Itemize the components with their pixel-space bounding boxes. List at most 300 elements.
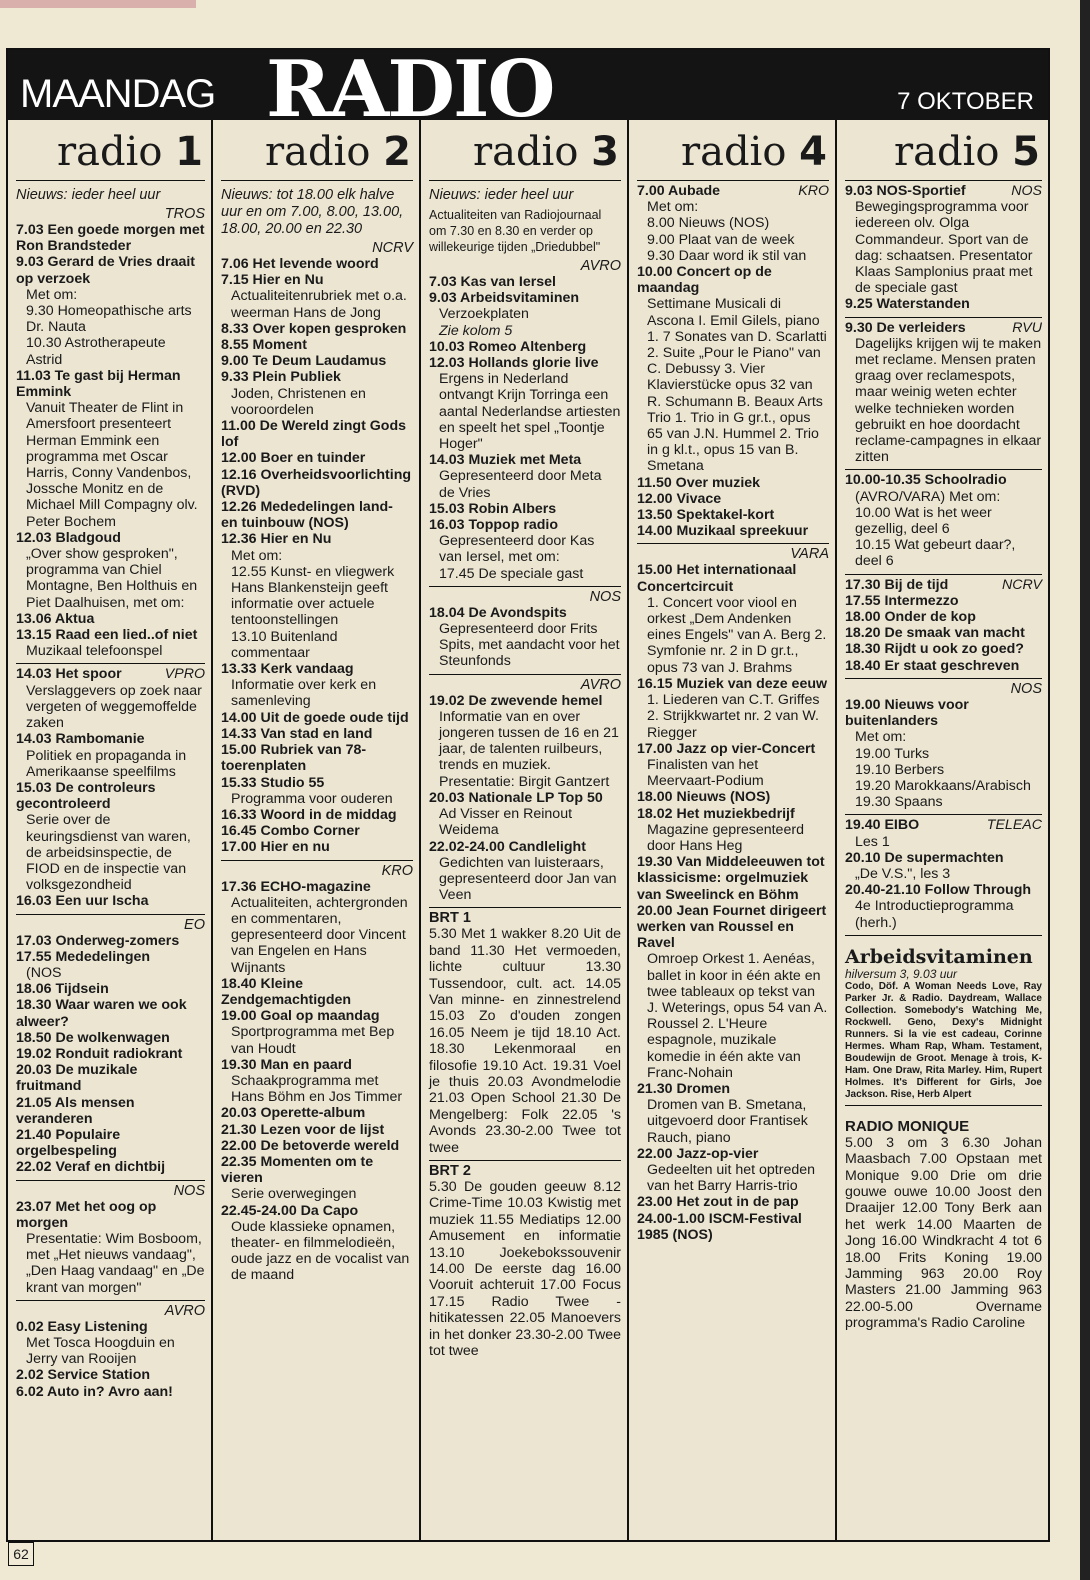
program-entry xyxy=(637,1081,829,1146)
broadcast-section xyxy=(221,860,413,1284)
program-title: 18.06 Tijdsein xyxy=(16,981,109,998)
program-title: 18.20 De smaak van macht xyxy=(845,625,1025,642)
program-entry xyxy=(221,418,413,450)
program-description: Sportprogramma met Bep van Houdt xyxy=(231,1024,395,1057)
program-entry xyxy=(637,248,829,264)
program-time: 9.30 xyxy=(647,247,679,264)
program-description: Finalisten van het Meervaart-Podium xyxy=(647,756,764,790)
program-entry xyxy=(221,369,413,418)
program-entry xyxy=(221,337,413,353)
program-entry xyxy=(221,726,413,742)
program-entry xyxy=(845,697,1042,746)
program-entry xyxy=(16,611,205,627)
actualiteiten-note: Actualiteiten van Radiojournaal om 7.30 en 8.30 en verder op willekeurige tijden „Driedubbel" xyxy=(429,208,602,254)
program-title: 0.02 Easy Listening xyxy=(16,1318,148,1335)
program-title: 20.03 Nationale LP Top 50 xyxy=(429,789,603,806)
program-entry xyxy=(429,355,621,452)
program-title: 19.30 Van Middeleeuwen tot klassicisme: orgelmuziek van Sweelinck en Böhm xyxy=(637,854,825,903)
program-entry xyxy=(16,530,205,611)
program-text: Kunst- en vliegwerk Hans Blankensteijn geeft informatie over actuele tentoonstellingen xyxy=(231,563,395,629)
header-title: RADIO xyxy=(266,48,554,135)
program-entry xyxy=(637,741,829,790)
program-title: 9.33 Plein Publiek xyxy=(221,369,341,386)
program-entry xyxy=(429,501,621,517)
program-entry xyxy=(16,1046,205,1062)
program-description: Informatie over kerk en samenleving xyxy=(231,677,377,710)
program-title: 12.36 Hier en Nu xyxy=(221,531,332,548)
program-title: 18.30 Rijdt u ook zo goed? xyxy=(845,641,1024,658)
program-entry xyxy=(221,272,413,321)
program-entry xyxy=(637,232,829,248)
program-description: Muzikaal telefoonspel xyxy=(26,643,163,660)
program-description: Serie over de keuringsdienst van waren, de arbeidsinspectie, de FIOD en de inspectie van volksgezondheid xyxy=(26,812,191,894)
program-time: 13.10 xyxy=(231,628,271,645)
news-note: Nieuws: ieder heel uur xyxy=(16,187,161,203)
program-title: 7.00 Aubade xyxy=(637,183,721,199)
broadcaster-label: AVRO xyxy=(580,676,621,693)
program-title: 20.00 Jean Fournet dirigeert werken van Roussel en Ravel xyxy=(637,902,827,952)
station-columns xyxy=(8,120,1048,1540)
column-header xyxy=(429,120,621,181)
column-radio-5 xyxy=(837,120,1048,1540)
program-title: 15.03 De controleurs gecontroleerd xyxy=(16,779,156,813)
program-entry xyxy=(429,517,621,566)
program-entry xyxy=(845,577,1042,593)
program-entry xyxy=(16,981,205,997)
program-title: 15.00 Rubriek van 78-toerenplaten xyxy=(221,742,367,775)
program-title: 18.04 De Avondspits xyxy=(429,604,567,621)
program-title: 18.02 Het muziekbedrijf xyxy=(637,805,795,822)
program-title: 17.36 ECHO-magazine xyxy=(221,878,371,895)
program-entry xyxy=(637,507,829,523)
program-entry xyxy=(845,746,1042,762)
program-title: 16.15 Muziek van deze eeuw xyxy=(637,675,828,692)
program-time: 12.55 xyxy=(231,563,271,580)
program-title: 16.03 Een uur Ischa xyxy=(16,893,149,910)
program-title: 8.33 Over kopen gesproken xyxy=(221,320,407,337)
program-entry xyxy=(845,609,1042,625)
program-entry xyxy=(637,491,829,507)
program-title: 15.03 Robin Albers xyxy=(429,500,557,517)
program-entry xyxy=(16,666,205,731)
program-entry xyxy=(221,710,413,726)
program-title: 15.00 Het internationaal Concertcircuit xyxy=(637,562,797,595)
program-text: Berbers xyxy=(894,761,945,778)
broadcast-section xyxy=(845,814,1042,930)
program-title: 6.02 Auto in? Avro aan! xyxy=(16,1383,173,1400)
program-title: 14.03 Rambomanie xyxy=(16,731,145,748)
program-entry xyxy=(845,183,1042,296)
broadcaster-tag: RVU xyxy=(1012,319,1042,336)
program-entry xyxy=(637,854,829,903)
program-entry xyxy=(637,676,829,741)
program-title: 20.03 Operette-album xyxy=(221,1105,366,1122)
program-description: Gepresenteerd door Kas van Iersel, met om: xyxy=(439,533,595,566)
program-entry xyxy=(16,949,205,981)
broadcast-section xyxy=(845,469,1042,569)
program-entry xyxy=(637,903,829,1081)
program-entry xyxy=(16,780,205,893)
broadcast-section xyxy=(16,663,205,909)
program-description: Ergens in Nederland ontvangt Krijn Torringa een aantal Nederlandse artiesten en speelt het spel „Toontje Hoger" xyxy=(439,371,621,453)
program-entry xyxy=(221,353,413,369)
program-title: 13.50 Spektakel-kort xyxy=(637,507,775,524)
program-entry xyxy=(845,537,1042,569)
program-title: 18.00 Nieuws (NOS) xyxy=(637,789,771,806)
program-time: 10.15 xyxy=(855,537,895,554)
program-description: Gedeelten uit het optreden van het Barry Harris-trio xyxy=(647,1161,816,1195)
column-name: radio xyxy=(56,129,176,175)
program-time: 19.30 xyxy=(855,794,895,811)
broadcaster-label: KRO xyxy=(381,862,413,879)
program-entry xyxy=(221,661,413,710)
program-entry xyxy=(429,605,621,670)
program-entry xyxy=(429,452,621,501)
broadcast-section xyxy=(16,914,205,1176)
broadcaster-tag: TELEAC xyxy=(986,817,1042,834)
arbeidsvitaminen-box xyxy=(845,935,1042,1101)
page-edge-mark xyxy=(0,0,196,8)
broadcast-section xyxy=(845,317,1042,466)
program-entry xyxy=(845,882,1042,931)
arbeidsvitaminen-title: Arbeidsvitaminen xyxy=(845,945,1033,968)
program-description: (AVRO/VARA) Met om: xyxy=(855,488,1001,505)
column-number: 4 xyxy=(799,129,827,175)
column-number: 5 xyxy=(1012,129,1040,175)
program-title: 18.40 Kleine Zendgemachtigden xyxy=(221,975,352,1008)
program-title: 22.00 Jazz-op-vier xyxy=(637,1145,759,1162)
broadcast-section xyxy=(16,206,205,659)
program-entry xyxy=(16,1367,205,1383)
page-edge-strip xyxy=(1080,0,1090,1580)
program-title: 20.40-21.10 Follow Through xyxy=(845,882,1032,899)
program-entry xyxy=(221,467,413,499)
program-text: Spaans xyxy=(894,794,943,811)
program-time: 19.00 xyxy=(855,745,895,762)
broadcaster-label: TROS xyxy=(164,206,205,222)
program-time: 19.10 xyxy=(855,761,895,778)
program-entry xyxy=(429,339,621,355)
column-name: radio xyxy=(472,129,592,175)
program-description: Met om: xyxy=(647,199,699,216)
program-title: 12.16 Overheidsvoorlichting (RVD) xyxy=(221,466,412,499)
program-entry xyxy=(16,303,205,335)
program-entry xyxy=(221,742,413,774)
column-radio-4 xyxy=(629,120,837,1540)
program-entry xyxy=(637,806,829,855)
program-entry xyxy=(845,296,1042,312)
broadcaster-label: NOS xyxy=(1010,680,1042,697)
program-time: 10.30 xyxy=(26,335,65,352)
column-radio-1 xyxy=(8,120,213,1540)
program-description: „De V.S.", les 3 xyxy=(855,865,951,882)
brt-schedule: 5.30 De gouden geeuw 8.12 Crime-Time 10.03 Kwistig met muziek 11.55 Mediatips 12.00 Amusement en informatie 13.10 Joekebokssouvenir 14.00 De eerste dag 16.00 Vooruit achteruit 17.00 Focus 17.15 Radio Twee - hitikatessen 22.05 Manoevers in het donker 23.30-2.00 Twee tot twee xyxy=(429,1179,621,1360)
program-description: Schaakprogramma met Hans Böhm en Jos Timmer xyxy=(231,1072,403,1106)
program-title: 14.00 Uit de goede oude tijd xyxy=(221,709,409,726)
program-description: Joden, Christenen en vooroordelen xyxy=(231,385,366,418)
program-entry xyxy=(637,523,829,539)
program-entry xyxy=(637,1194,829,1210)
program-entry xyxy=(16,368,205,530)
program-title: 18.50 De wolkenwagen xyxy=(16,1029,170,1046)
program-title: 11.00 De Wereld zingt Gods lof xyxy=(221,418,407,451)
program-time: 9.00 xyxy=(647,231,679,248)
program-description: Actualiteitenrubriek met o.a. weerman Hans de Jong xyxy=(231,288,407,321)
program-title: 21.30 Dromen xyxy=(637,1080,731,1097)
program-entry xyxy=(845,641,1042,657)
program-entry xyxy=(845,817,1042,849)
program-entry xyxy=(16,627,205,659)
program-entry xyxy=(845,320,1042,466)
broadcaster-label: NCRV xyxy=(372,240,413,256)
program-description: Ad Visser en Reinout Weidema xyxy=(439,806,573,839)
column-header xyxy=(221,120,413,181)
program-description: Met om: xyxy=(855,729,907,746)
program-entry xyxy=(637,789,829,805)
program-entry xyxy=(221,1008,413,1057)
program-note: Zie kolom 5 xyxy=(439,322,513,339)
page-number: 62 xyxy=(8,1542,34,1566)
program-description: 4e Introductieprogramma (herh.) xyxy=(855,898,1014,931)
broadcaster-label: VARA xyxy=(790,546,829,563)
program-title: 22.02-24.00 Candlelight xyxy=(429,838,586,855)
program-text: Homeopathische arts Dr. Nauta xyxy=(26,303,192,336)
program-description: Met om: xyxy=(231,547,283,564)
program-description: Omroep Orkest 1. Aenéas, ballet in koor in één akte en twee tableaux op tekst van J. Weterings, opus 54 van A. Roussel 2. L'Heure espagnole, muzikale komedie in één akte van Franc-Nohain xyxy=(647,951,828,1081)
column-radio-2 xyxy=(213,120,421,1540)
program-entry xyxy=(16,1319,205,1368)
broadcast-section xyxy=(845,574,1042,674)
column-name: radio xyxy=(680,129,800,175)
program-title: 18.30 Waar waren we ook alweer? xyxy=(16,997,187,1030)
news-note: Nieuws: ieder heel uur xyxy=(429,187,574,203)
program-description: Informatie van en over jongeren tussen de 16 en 21 jaar, de talenten ruilbeurs, trends en muziek. Presentatie: Birgit Gantzert xyxy=(439,708,619,790)
program-title: 20.10 De supermachten xyxy=(845,849,1004,866)
program-description: Politiek en propaganda in Amerikaanse speelfilms xyxy=(26,747,187,780)
brt-block xyxy=(429,907,621,1156)
brt-schedule: 5.30 Met 1 wakker 8.20 Uit de band 11.30 Het vermoeden, lichte cultuur 13.30 Tussendoor, cult. act. 14.05 Van minne- en zinnestrelend 15.03 Zo d'ouden zongen 16.05 Neem je tijd 18.10 Act. 18.30 Lekenmoraal en filosofie 19.10 Act. 19.31 Voel je thuis 20.03 Avondmelodie 21.03 Open School 21.30 De Mengelberg: Folk 22.05 's Avonds 23.30-2.00 Twee tot twee xyxy=(429,926,621,1156)
column-header xyxy=(637,120,829,181)
program-entry xyxy=(429,274,621,290)
program-entry xyxy=(221,879,413,976)
program-entry xyxy=(845,658,1042,674)
broadcaster-label: EO xyxy=(184,916,205,933)
program-title: 14.03 Muziek met Meta xyxy=(429,452,582,469)
broadcast-section xyxy=(429,674,621,904)
program-title: 21.40 Populaire orgelbespeling xyxy=(16,1126,121,1160)
program-text: Wat gebeurt daar?, deel 6 xyxy=(855,537,1016,570)
program-title: 10.00 Concert op de maandag xyxy=(637,264,772,297)
program-entry xyxy=(16,933,205,949)
program-time: 8.00 xyxy=(647,215,679,232)
program-entry xyxy=(221,1138,413,1154)
program-title: 16.45 Combo Corner xyxy=(221,823,360,840)
program-title: 8.55 Moment xyxy=(221,337,307,354)
program-title: 17.55 Intermezzo xyxy=(845,592,959,609)
program-title: 19.00 Goal op maandag xyxy=(221,1008,380,1025)
header-day: MAANDAG xyxy=(20,72,216,116)
broadcaster-tag: NOS xyxy=(1011,183,1042,199)
program-title: 9.03 NOS-Sportief xyxy=(845,183,966,199)
program-entry xyxy=(221,256,413,272)
broadcaster-label: NOS xyxy=(589,588,621,605)
program-text: Buitenland commentaar xyxy=(231,628,338,661)
program-description: Gepresenteerd door Meta de Vries xyxy=(439,468,602,501)
program-title: 15.33 Studio 55 xyxy=(221,774,325,791)
program-title: 16.03 Toppop radio xyxy=(429,517,559,534)
program-entry xyxy=(16,893,205,909)
program-description: Les 1 xyxy=(855,833,890,850)
broadcaster-label: AVRO xyxy=(580,258,621,274)
program-text: Nieuws (NOS) xyxy=(678,215,770,232)
program-title: 17.00 Hier en nu xyxy=(221,839,330,856)
program-description: Met Tosca Hoogduin en Jerry van Rooijen xyxy=(26,1335,175,1368)
program-entry xyxy=(637,475,829,491)
program-entry xyxy=(221,499,413,531)
program-title: 2.02 Service Station xyxy=(16,1367,151,1384)
program-title: 9.25 Waterstanden xyxy=(845,296,970,313)
program-description: (NOS xyxy=(26,964,62,981)
program-title: 19.00 Nieuws voor buitenlanders xyxy=(845,696,969,730)
program-title: 7.03 Kas van Iersel xyxy=(429,274,556,290)
program-entry xyxy=(221,823,413,839)
program-title: 17.30 Bij de tijd xyxy=(845,576,949,593)
program-time: 19.20 xyxy=(855,777,895,794)
program-entry xyxy=(16,254,205,303)
program-title: 12.03 Bladgoud xyxy=(16,529,121,546)
broadcast-section xyxy=(16,1180,205,1296)
program-title: 17.00 Jazz op vier-Concert xyxy=(637,740,816,757)
program-entry xyxy=(221,1154,413,1203)
program-title: 9.03 Gerard de Vries draait op verzoek xyxy=(16,254,196,287)
program-entry xyxy=(637,1211,829,1243)
program-entry xyxy=(221,1105,413,1121)
program-entry xyxy=(429,566,621,582)
column-header xyxy=(16,120,205,181)
broadcast-section xyxy=(845,678,1042,810)
radio-monique-title: RADIO MONIQUE xyxy=(845,1117,970,1135)
program-entry xyxy=(221,839,413,855)
program-title: 19.40 EIBO xyxy=(845,817,920,834)
program-title: 18.00 Onder de kop xyxy=(845,609,976,626)
program-description: 1. Liederen van C.T. Griffes 2. Strijkkwartet nr. 2 van W. Riegger xyxy=(647,692,820,741)
program-title: 22.45-24.00 Da Capo xyxy=(221,1202,359,1219)
program-description: „Over show gesproken", programma van Chiel Montagne, Ben Holthuis en Piet Daalhuisen, met om: xyxy=(26,546,198,611)
program-text: Marokkaans/Arabisch xyxy=(894,777,1031,794)
radio-listing-page xyxy=(6,48,1050,1542)
arbeidsvitaminen-playlist: Codo, Döf. A Woman Needs Love, Ray Parker Jr. & Radio. Daydream, Wallace Collection. Somebody's Watching Me, Rockwell. Geno, Dexy's Midnight Runners. Si la vie est cadeau, Corinne Hermes. Wham Rap, Wham. Testament, Boudewijn de Groot. Menage à trois, K-Ham. One Draw, Rita Marley. Him, Rupert Holmes. It's Different for Girls, Joe Jackson. Rise, Herb Alpert xyxy=(845,980,1042,1100)
program-title: 11.03 Te gast bij Herman Emmink xyxy=(16,367,181,401)
program-description: Bewegingsprogramma voor iedereen olv. Olga Commandeur. Sport van de dag: schaatsen. Presentator Klaas Samplonius praat met de speciale gast xyxy=(855,199,1033,297)
program-entry xyxy=(16,335,205,367)
program-description: Oude klassieke opnamen, theater- en filmmelodieën, oude jazz en de vocalist van de maand xyxy=(231,1218,410,1284)
program-description: Programma voor ouderen xyxy=(231,790,393,807)
program-entry xyxy=(16,222,205,254)
program-description: Dromen van B. Smetana, uitgevoerd door Frantisek Rauch, piano xyxy=(647,1097,808,1146)
program-entry xyxy=(221,531,413,563)
broadcast-section xyxy=(16,1300,205,1400)
program-entry xyxy=(845,794,1042,810)
program-description: Gepresenteerd door Frits Spits, met aandacht voor het Steunfonds xyxy=(439,621,620,670)
program-description: Dagelijks krijgen wij te maken met reclame. Mensen praten graag over reclamespots, maar weinig weten echter welke technieken worden gebruikt en hoe doordacht reclame-campagnes in elkaar zitten xyxy=(855,335,1042,466)
column-number: 1 xyxy=(175,129,203,175)
broadcaster-tag: NCRV xyxy=(1002,576,1042,593)
program-text: Astrotherapeute Astrid xyxy=(26,335,166,368)
program-title: 14.33 Van stad en land xyxy=(221,725,373,742)
program-title: 24.00-1.00 ISCM-Festival 1985 (NOS) xyxy=(637,1210,802,1243)
program-entry xyxy=(16,1159,205,1175)
program-description: 1. Concert voor viool en orkest „Dem Andenken eines Engels" van A. Berg 2. Symfonie nr. 2 in D gr.t., opus 73 van J. Brahms xyxy=(647,594,827,676)
program-entry xyxy=(221,629,413,661)
program-description: Settimane Musicali di Ascona I. Emil Gilels, piano 1. 7 Sonates van D. Scarlatti 2. Suite „Pour le Piano" van C. Debussy 3. Vier Klavierstücke opus 32 van R. Schumann B. Beaux Arts Trio 1. Trio in G gr.t., opus 65 van J.N. Hummel 2. Trio in g kl.t., opus 15 van B. Smetana xyxy=(647,296,827,475)
program-title: 7.06 Het levende woord xyxy=(221,256,379,272)
program-title: 18.40 Er staat geschreven xyxy=(845,657,1020,674)
program-title: 13.33 Kerk vandaag xyxy=(221,661,354,678)
program-text: Plaat van de week xyxy=(678,231,795,248)
news-note: Nieuws: tot 18.00 elk halve uur en om 7.00, 8.00, 13.00, 18.00, 20.00 en 22.30 xyxy=(221,187,404,237)
broadcaster-tag: VPRO xyxy=(164,666,205,683)
program-description: Magazine gepresenteerd door Hans Heg xyxy=(647,821,804,854)
program-title: 12.00 Boer en tuinder xyxy=(221,450,366,467)
program-entry xyxy=(429,693,621,790)
column-number: 3 xyxy=(591,129,619,175)
program-title: 20.03 De muzikale fruitmand xyxy=(16,1062,138,1095)
program-entry xyxy=(845,850,1042,882)
program-title: 7.15 Hier en Nu xyxy=(221,272,324,289)
program-entry xyxy=(845,762,1042,778)
program-title: 23.00 Het zout in de pap xyxy=(637,1194,799,1211)
program-entry xyxy=(16,1127,205,1159)
radio-monique-box xyxy=(845,1105,1042,1332)
program-entry xyxy=(16,1384,205,1400)
program-entry xyxy=(845,505,1042,537)
program-entry xyxy=(845,593,1042,609)
program-text: Daar word ik stil van xyxy=(678,247,807,264)
radio-monique-schedule: 5.00 3 om 3 6.30 Johan Maasbach 7.00 Opstaan met Monique 9.00 Drie om drie gouwe ouwe 10.00 Joost den Draaijer 12.00 Tony Berk aan het werk 14.00 Maarten de Jong 16.00 Windkracht 4 tot 6 18.00 Frits Koning 19.00 Jamming 963 20.00 Roy Masters 21.00 Jamming 963 22.00-5.00 Overname programma's Radio Caroline xyxy=(845,1134,1042,1332)
program-title: 13.15 Raad een lied..of niet xyxy=(16,627,198,644)
program-entry xyxy=(429,790,621,839)
program-title: 9.00 Te Deum Laudamus xyxy=(221,353,387,370)
program-text: De speciale gast xyxy=(478,565,584,582)
program-title: 17.55 Mededelingen xyxy=(16,948,151,965)
program-title: 19.02 De zwevende hemel xyxy=(429,692,603,709)
program-title: 12.00 Vivace xyxy=(637,490,722,507)
broadcaster-tag: KRO xyxy=(798,183,829,199)
program-entry xyxy=(221,807,413,823)
program-title: 10.00-10.35 Schoolradio xyxy=(845,472,1007,489)
broadcaster-label: AVRO xyxy=(164,1302,205,1319)
brt-heading: BRT 1 xyxy=(429,910,471,927)
program-text: Wat is het weer gezellig, deel 6 xyxy=(855,504,992,538)
program-description: Verslaggevers op zoek naar vergeten of weggemoffelde zaken xyxy=(26,682,202,732)
program-title: 22.02 Veraf en dichtbij xyxy=(16,1159,166,1176)
program-description: Serie overwegingen xyxy=(231,1186,357,1203)
program-title: 13.06 Aktua xyxy=(16,610,95,627)
program-entry xyxy=(221,564,413,629)
program-title: 14.00 Muzikaal spreekuur xyxy=(637,523,809,540)
program-title: 23.07 Met het oog op morgen xyxy=(16,1198,157,1231)
program-entry xyxy=(16,997,205,1029)
column-name: radio xyxy=(264,129,384,175)
brt-heading: BRT 2 xyxy=(429,1163,471,1179)
program-entry xyxy=(637,1146,829,1195)
program-description: Actualiteiten, achtergronden en commentaren, gepresenteerd door Vincent van Engelen en Hans Wijnants xyxy=(231,894,408,976)
program-title: 10.03 Romeo Altenberg xyxy=(429,338,587,355)
program-entry xyxy=(637,183,829,215)
program-title: 9.30 De verleiders xyxy=(845,319,966,336)
program-description: Met om: xyxy=(26,286,78,303)
program-title: 22.35 Momenten om te vieren xyxy=(221,1153,374,1187)
